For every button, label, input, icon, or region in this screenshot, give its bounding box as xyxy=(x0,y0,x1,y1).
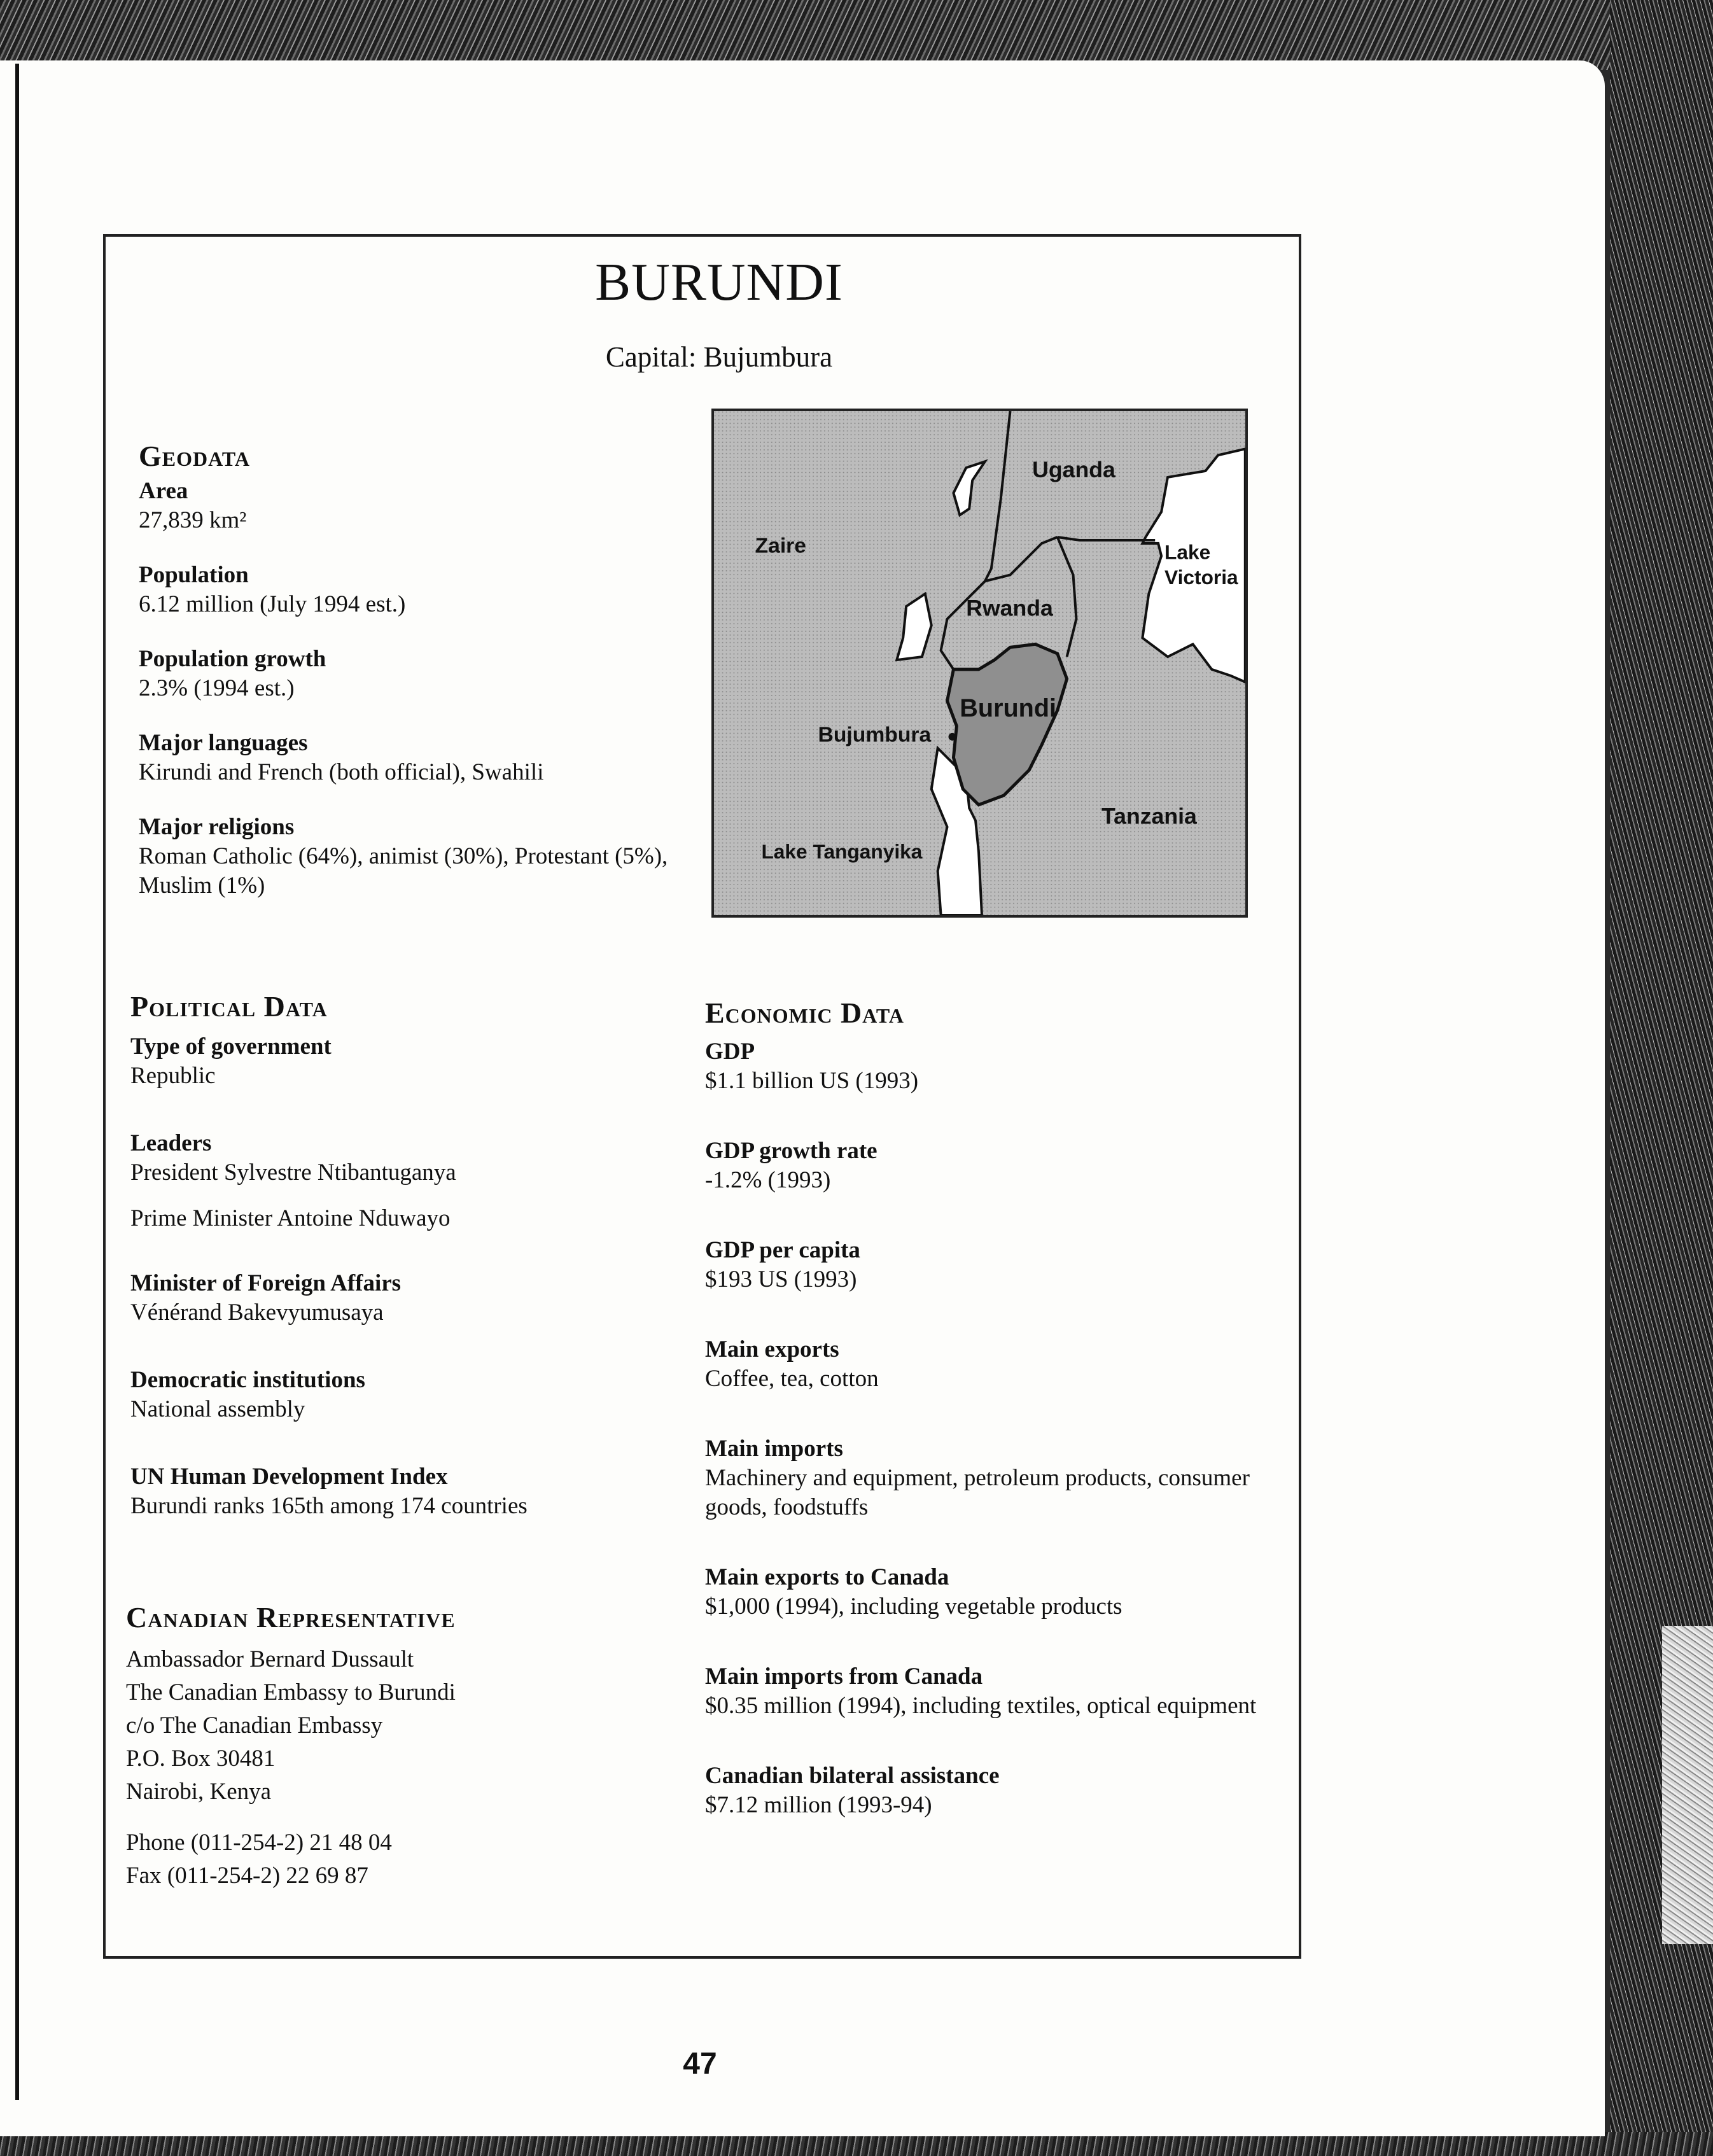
region-map-svg xyxy=(714,411,1245,915)
religions-label: Major religions xyxy=(139,814,295,840)
political-foreign-minister xyxy=(130,1269,703,1327)
government-label: Type of government xyxy=(130,1033,332,1060)
exports-canada-label: Main exports to Canada xyxy=(705,1564,949,1590)
population-label: Population xyxy=(139,562,249,588)
map-label-lake-tanganyika: Lake Tanganyika xyxy=(761,839,923,863)
leader-president: President Sylvestre Ntibantuganya xyxy=(130,1159,456,1186)
map-label-burundi: Burundi xyxy=(960,694,1057,723)
representative-line-1: Ambassador Bernard Dussault xyxy=(126,1646,414,1672)
economic-gdp-per-capita xyxy=(705,1236,1310,1294)
geodata-population xyxy=(139,561,699,619)
area-label: Area xyxy=(139,478,188,504)
bilateral-assistance-value: $7.12 million (1993-94) xyxy=(705,1792,932,1818)
gdp-growth-label: GDP growth rate xyxy=(705,1138,877,1164)
main-imports-value-cont: goods, foodstuffs xyxy=(705,1494,869,1520)
representative-section xyxy=(126,1600,699,1893)
hdi-label: UN Human Development Index xyxy=(130,1464,448,1490)
population-value: 6.12 million (July 1994 est.) xyxy=(139,591,406,617)
main-imports-value: Machinery and equipment, petroleum products, consumer xyxy=(705,1465,1250,1491)
institutions-value: National assembly xyxy=(130,1396,305,1422)
gdp-label: GDP xyxy=(705,1039,755,1065)
geodata-religions xyxy=(139,813,699,900)
economic-gdp xyxy=(705,1037,1310,1096)
political-government xyxy=(130,1032,703,1091)
bujumbura-marker xyxy=(948,733,956,741)
bilateral-assistance-label: Canadian bilateral assistance xyxy=(705,1763,1000,1789)
page-number: 47 xyxy=(683,2047,717,2081)
institutions-label: Democratic institutions xyxy=(130,1367,365,1393)
representative-title: Canadian Representative xyxy=(126,1601,456,1634)
population-growth-value: 2.3% (1994 est.) xyxy=(139,675,295,701)
capital-line: Capital: Bujumbura xyxy=(605,341,833,373)
languages-label: Major languages xyxy=(139,730,308,756)
map-label-bujumbura: Bujumbura xyxy=(818,723,932,747)
main-exports-label: Main exports xyxy=(705,1336,839,1362)
scan-border-top xyxy=(0,0,1713,70)
economic-imports-canada xyxy=(705,1662,1310,1721)
country-title: BURUNDI xyxy=(595,253,843,312)
government-value: Republic xyxy=(130,1063,216,1089)
economic-gdp-growth xyxy=(705,1137,1310,1195)
languages-value: Kirundi and French (both official), Swahili xyxy=(139,759,544,785)
economic-title: Economic Data xyxy=(705,997,904,1029)
map-label-tanzania: Tanzania xyxy=(1101,803,1197,829)
map-label-lake-victoria-1: Lake xyxy=(1164,540,1211,564)
main-imports-label: Main imports xyxy=(705,1436,843,1462)
geodata-languages xyxy=(139,729,699,787)
map-label-rwanda: Rwanda xyxy=(966,595,1053,621)
exports-canada-value: $1,000 (1994), including vegetable products xyxy=(705,1593,1122,1620)
religions-value: Roman Catholic (64%), animist (30%), Protestant (5%), xyxy=(139,843,668,869)
political-section xyxy=(130,990,703,1549)
representative-phone: Phone (011-254-2) 21 48 04 xyxy=(126,1830,392,1856)
economic-main-exports xyxy=(705,1335,1310,1394)
geodata-title: Geodata xyxy=(139,440,250,472)
population-growth-label: Population growth xyxy=(139,646,326,672)
geodata-population-growth xyxy=(139,645,699,703)
economic-exports-canada xyxy=(705,1563,1310,1621)
region-map xyxy=(711,409,1248,918)
map-label-uganda: Uganda xyxy=(1032,456,1115,482)
area-value: 27,839 km² xyxy=(139,507,247,533)
foreign-minister-value: Vénérand Bakevyumusaya xyxy=(130,1299,384,1326)
political-hdi xyxy=(130,1462,703,1521)
gdp-growth-value: -1.2% (1993) xyxy=(705,1167,831,1193)
geodata-area xyxy=(139,477,699,535)
imports-canada-value: $0.35 million (1994), including textiles, optical equipment xyxy=(705,1693,1257,1719)
leaders-label: Leaders xyxy=(130,1130,212,1156)
gdp-per-capita-label: GDP per capita xyxy=(705,1237,860,1263)
representative-line-5: Nairobi, Kenya xyxy=(126,1779,272,1805)
map-label-lake-victoria-2: Victoria xyxy=(1164,566,1238,589)
foreign-minister-label: Minister of Foreign Affairs xyxy=(130,1270,402,1296)
gdp-per-capita-value: $193 US (1993) xyxy=(705,1266,857,1292)
political-title: Political Data xyxy=(130,990,328,1023)
geodata-section xyxy=(139,439,699,928)
economic-main-imports xyxy=(705,1434,1310,1522)
imports-canada-label: Main imports from Canada xyxy=(705,1663,983,1690)
main-exports-value: Coffee, tea, cotton xyxy=(705,1366,879,1392)
scan-noise-patch xyxy=(1662,1626,1713,1944)
representative-fax: Fax (011-254-2) 22 69 87 xyxy=(126,1863,368,1889)
representative-line-2: The Canadian Embassy to Burundi xyxy=(126,1679,456,1705)
religions-value-cont: Muslim (1%) xyxy=(139,872,265,899)
economic-bilateral-assistance xyxy=(705,1761,1310,1820)
hdi-value: Burundi ranks 165th among 174 countries xyxy=(130,1493,528,1519)
political-institutions xyxy=(130,1366,703,1424)
economic-section xyxy=(705,996,1310,1848)
leader-prime-minister: Prime Minister Antoine Nduwayo xyxy=(130,1205,451,1231)
map-label-zaire: Zaire xyxy=(755,534,807,558)
representative-line-3: c/o The Canadian Embassy xyxy=(126,1712,383,1739)
political-leaders xyxy=(130,1129,703,1233)
gdp-value: $1.1 billion US (1993) xyxy=(705,1068,919,1094)
representative-line-4: P.O. Box 30481 xyxy=(126,1746,276,1772)
